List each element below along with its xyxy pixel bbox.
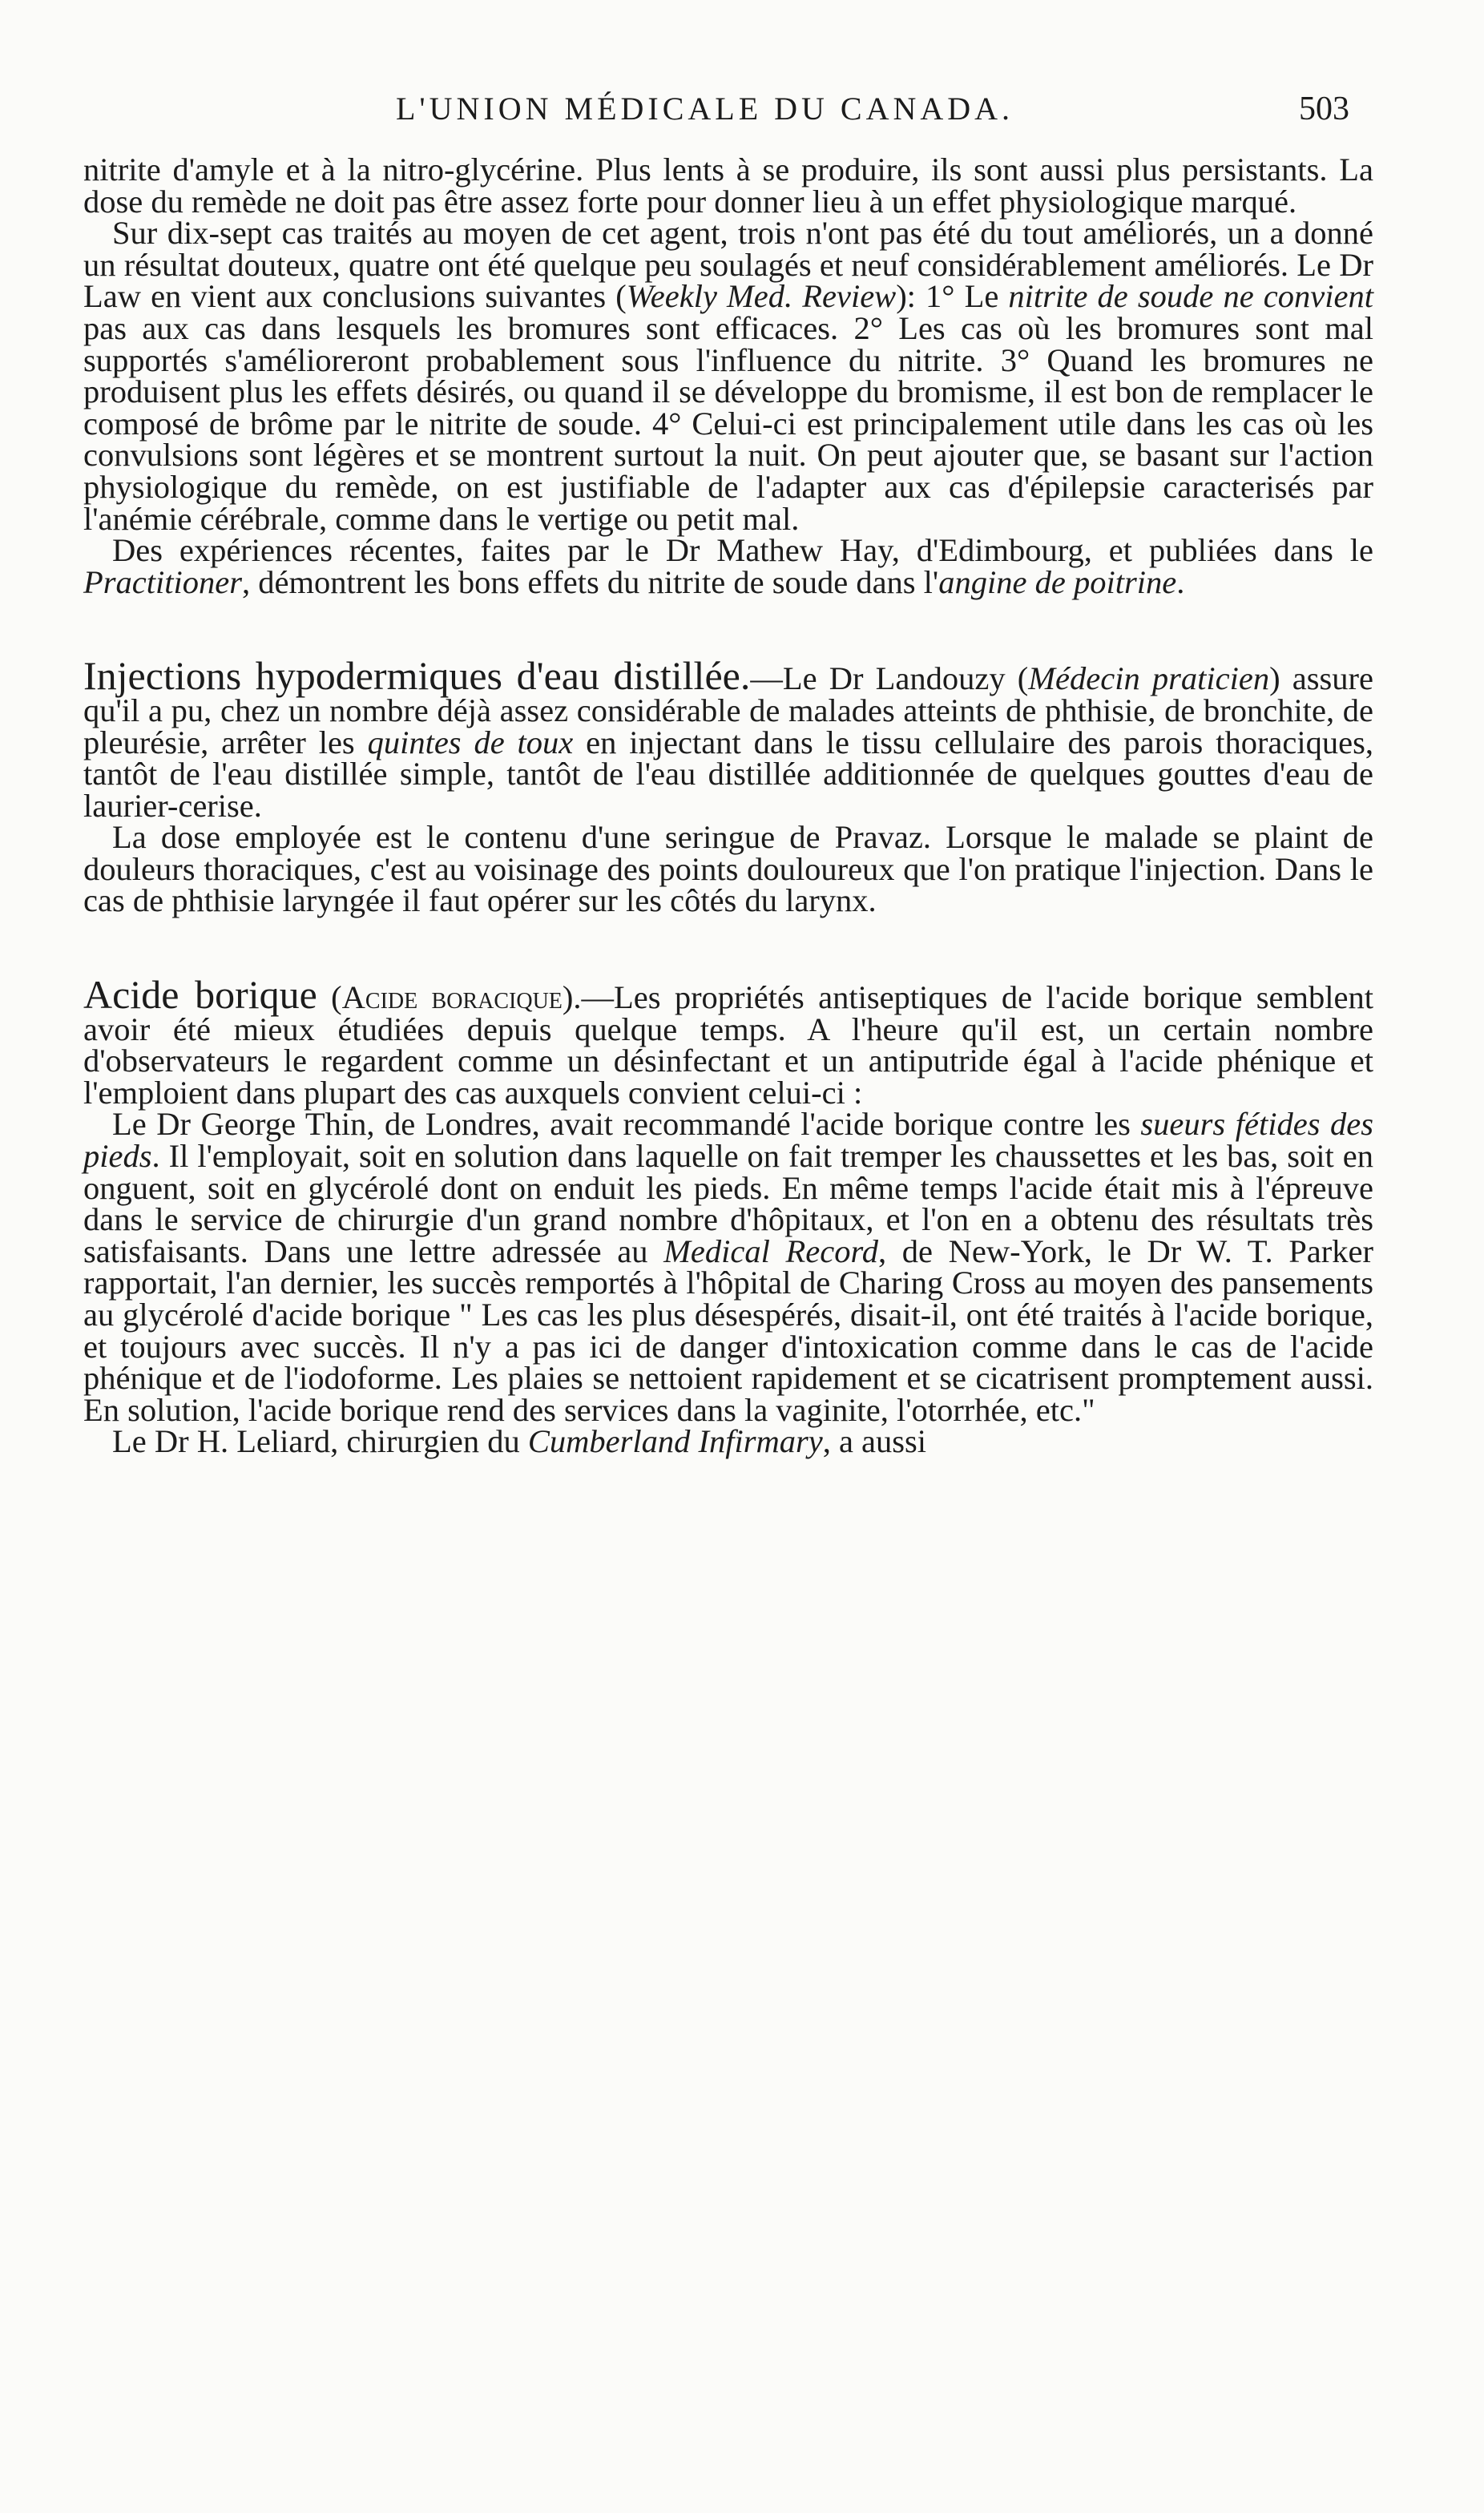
text-run: , a aussi	[822, 1423, 927, 1460]
text-run: .	[1176, 563, 1185, 600]
text-run: , de New-York, le Dr W. T. Parker rapportait, l'an dernier, les succès remportés à l'hôpital de Charing Cross au moyen des pansements au glycérolé d'acide borique " Les cas les plus désespérés, disait-il, ont été traités à l'acide borique, et toujours avec succès. Il n'y a pas ici de danger d'intoxication comme dans le cas de l'acide phénique et de l'iodoforme. Les plaies se nettoient rapidement et se cicatrisent promptement aussi. En solution, l'acide borique rend des services dans la vaginite, l'otorrhée, etc."	[83, 1232, 1373, 1428]
paragraph-landouzy	[83, 653, 1373, 824]
text-run: en injectant dans le tissu cellulaire des parois thoraciques, tantôt de l'eau distillée simple, tantôt de l'eau distillée additionnée de quelques gouttes d'eau de laurier-cerise.	[83, 724, 1373, 824]
journal-reference: Weekly Med. Review	[626, 278, 897, 315]
section-acide-borique	[83, 972, 1374, 1460]
text-run: . Il l'employait, soit en solution dans laquelle on fait tremper les chaussettes et les bas, soit en onguent, soit en glycérolé dont on enduit les pieds. En même temps l'acide était mis à l'épreuve dans le service de chirurgie d'un grand nombre d'hôpitaux, et l'on en a obtenu des résultats très satisfaisants. Dans une lettre adressée au	[83, 1138, 1373, 1269]
paragraph-law-conclusions	[83, 215, 1373, 537]
italic-phrase: quintes de toux	[367, 724, 574, 760]
paragraph-nitrite-continued	[83, 151, 1373, 220]
italic-phrase: nitrite de soude ne convient	[1008, 278, 1373, 315]
running-head	[0, 90, 1484, 138]
text-run: —Le Dr Landouzy (	[750, 660, 1029, 697]
page-number: 503	[1299, 91, 1349, 127]
journal-reference: Médecin praticien	[1028, 660, 1270, 697]
italic-phrase: angine de poitrine	[938, 563, 1177, 600]
text-run: Le Dr H. Leliard, chirurgien du	[112, 1423, 528, 1460]
text-run: ) assure qu'il a pu, chez un nombre déjà assez considérable de malades atteints de phthisie, de bronchite, de pleurésie, arrêter les	[83, 660, 1373, 760]
journal-title: L'UNION MÉDICALE DU CANADA.	[396, 91, 1014, 127]
journal-reference: Medical Record	[663, 1232, 878, 1269]
body-text	[83, 151, 1374, 1460]
text-run: nitrite d'amyle et à la nitro-glycérine. Plus lents à se produire, ils sont aussi plus persistants. La dose du remède ne doit pas être assez forte pour donner lieu à un effet physiologique marqué.	[83, 151, 1373, 220]
text-run: .—Les propriétés antiseptiques de l'acide borique semblent avoir été mieux étudiées depuis quelque temps. A l'heure qu'il est, un certain nombre d'observateurs le regardent comme un désinfectant et un antiputride égal à l'acide phénique et l'emploient dans plupart des cas auxquels convient celui-ci :	[83, 979, 1374, 1111]
journal-reference: Practitioner	[83, 563, 242, 600]
paragraph-thin	[83, 1108, 1373, 1426]
text-run: Le Dr George Thin, de Londres, avait recommandé l'acide borique contre les	[112, 1106, 1141, 1143]
text-run: pas aux cas dans lesquels les bromures sont efficaces. 2° Les cas où les bromures sont mal supportés s'amélioreront probablement sous l'influence du nitrite. 3° Quand les bromures ne produisent plus les effets désirés, ou quand il se développe du bromisme, il est bon de remplacer le composé de brôme par le nitrite de soude. 4° Celui-ci est principalement utile dans les cas où les convulsions sont légères et se montrent surtout la nuit. On peut ajouter que, se basant sur l'action physiologique du remède, on est justifiable de l'adapter aux cas d'épilepsie caracterisés par l'anémie cérébrale, comme dans le vertige ou petit mal.	[83, 309, 1373, 537]
paragraph-hay-experiments	[83, 534, 1373, 598]
text-run: Des expériences récentes, faites par le Dr Mathew Hay, d'Edimbourg, et publiées dans le	[112, 532, 1373, 569]
text-run: ): 1° Le	[896, 278, 1009, 315]
section-injections	[83, 653, 1373, 919]
italic-phrase: Cumberland Infirmary	[527, 1423, 823, 1460]
paragraph-dose	[83, 821, 1373, 917]
section-subheading: (Acide boracique)	[331, 979, 574, 1016]
text-run: Sur dix-sept cas traités au moyen de cet agent, trois n'ont pas été du tout améliorés, un a donné un résultat douteux, quatre ont été quelque peu soulagés et neuf considérablement améliorés. Le Dr Law en vient aux conclusions suivantes (	[83, 215, 1373, 315]
text-run: , démontrent les bons effets du nitrite de soude dans l'	[241, 563, 939, 600]
section-heading: Acide borique	[83, 972, 317, 1018]
italic-phrase: sueurs fétides des pieds	[83, 1106, 1374, 1175]
paragraph-acide-borique-intro	[83, 972, 1374, 1111]
text-run: La dose employée est le contenu d'une seringue de Pravaz. Lorsque le malade se plaint de douleurs thoraciques, c'est au voisinage des points douloureux que l'on pratique l'injection. Dans le cas de phthisie laryngée il faut opérer sur les côtés du larynx.	[83, 819, 1373, 919]
paragraph-leliard	[83, 1423, 1373, 1460]
section-heading: Injections hypodermiques d'eau distillée.	[83, 653, 751, 699]
